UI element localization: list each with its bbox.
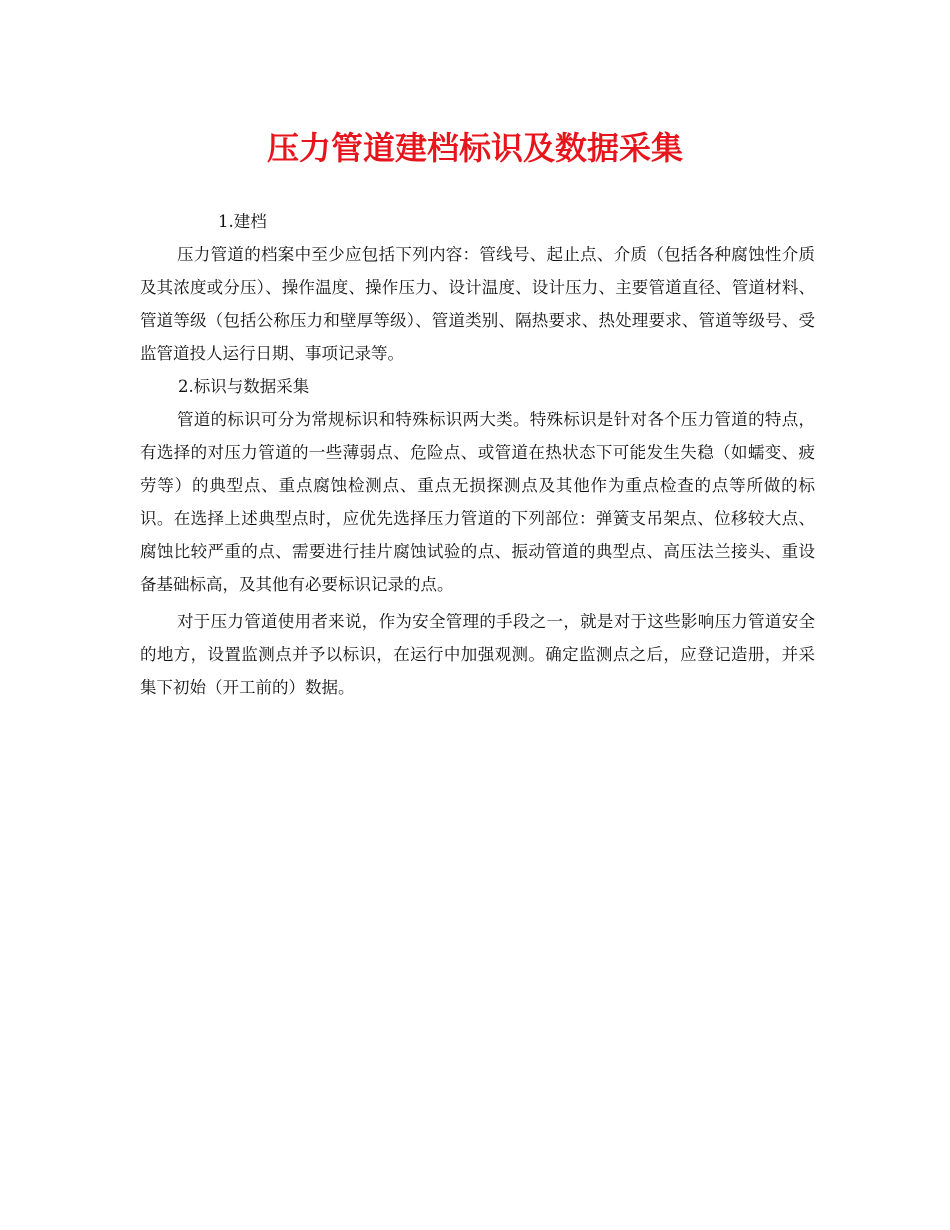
section-heading-archiving: 1.建档: [218, 212, 267, 231]
section-heading-identification: 2.标识与数据采集: [178, 377, 310, 396]
paragraph-archiving: 压力管道的档案中至少应包括下列内容：管线号、起止点、介质（包括各种腐蚀性介质及其浓度或分压）、操作温度、操作压力、设计温度、设计压力、主要管道直径、管道材料、管道等级（包括公称压力和壁厚等级）、管道类别、隔热要求、热处理要求、管道等级号、受监管道投人运行日期、事项记录等。: [140, 245, 815, 363]
document-title: 压力管道建档标识及数据采集: [266, 129, 683, 167]
paragraph-identification: 管道的标识可分为常规标识和特殊标识两大类。特殊标识是针对各个压力管道的特点，有选择的对压力管道的一些薄弱点、危险点、或管道在热状态下可能发生失稳（如蠕变、疲劳等）的典型点、重点腐蚀检测点、重点无损探测点及其他作为重点检查的点等所做的标识。在选择上述典型点时，应优先选择压力管道的下列部位：弹簧支吊架点、位移较大点、腐蚀比较严重的点、需要进行挂片腐蚀试验的点、振动管道的典型点、高压法兰接头、重设备基础标高，及其他有必要标识记录的点。: [140, 410, 815, 594]
document-body: [140, 205, 815, 704]
paragraph-monitoring: 对于压力管道使用者来说，作为安全管理的手段之一，就是对于这些影响压力管道安全的地方，设置监测点并予以标识，在运行中加强观测。确定监测点之后，应登记造册，并采集下初始（开工前的）数据。: [140, 612, 815, 697]
